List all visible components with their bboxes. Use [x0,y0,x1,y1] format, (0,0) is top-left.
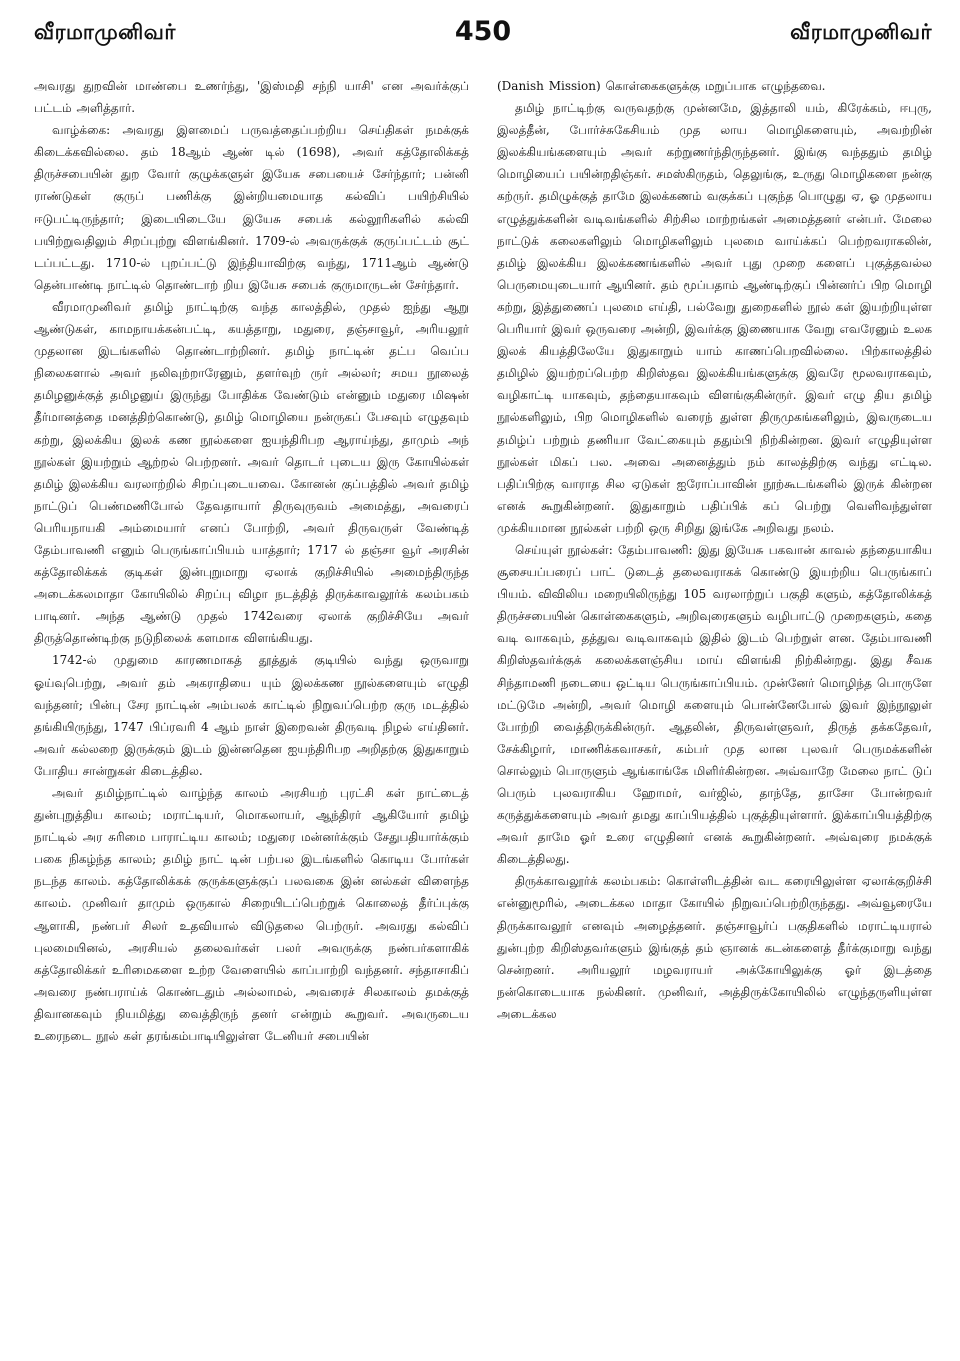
paragraph: 1742-ல் முதுமை காரணமாகத் தூத்துக் குடியில் வந்து ஒருவாறு ஓய்வுபெற்று, அவர் தம் அகராதியை யும் இலக்கண நூல்களையும் எழுதி வந்தனர்; பின்பு சேர நாட்டின் அம்பலக் காட்டில் நிறுவப்பெற்ற குரு மடத்தில் தங்கியிருந்து, 1747 பிப்ரவரி 4 ஆம் நாள் இறைவன் திருவடி நிழல் எய்தினர். அவர் கல்லறை இருக்கும் இடம் இன்னதென ஐயந்திரிபற அறிதற்கு இதுகாறும் போதிய சான்றுகள் கிடைத்தில. [34,653,469,778]
paragraph: வீரமாமுனிவர் தமிழ் நாட்டிற்கு வந்த காலத்தில், முதல் ஐந்து ஆறு ஆண்டுகள், காமநாயக்கன்பட்டி, கயத்தாறு, மதுரை, தஞ்சாவூர், அரியலூர் முதலான இடங்களில் தொண்டாற்றினர். தமிழ் நாட்டின் தட்ப வெப்ப நிலைகளால் அவர் நலிவுற்றாரேனும், தளர்வுற் ருர் அல்லர்; சமய நூலைத் தமிழனுக்குத் தமிழனுய் இருந்து போதிக்க வேண்டும் என்னும் மதுரை மிஷன் தீர்மானத்தை மனத்திற்கொண்டு, தமிழ் மொழியை நன்ருகப் பேசவும் எழுதவும் கற்று, இலக்கிய இலக் கண நூல்களை ஐயந்திரிபற ஆராய்ந்து, தாமும் அந் நூல்கள் இயற்றும் ஆற்றல் பெற்றனர். அவர் தொடர் புடைய இரு கோயில்கள் தமிழ் இலக்கிய வரலாற்றில் சிறப்புடையவை. கோனன் குப்பத்தில் அவர் தமிழ் நாட்டுப் பெண்மணிபோல் தேவதாயார் திருவுருவம் அமைத்து, அவரைப் பெரியநாயகி அம்மையார் எனப் போற்றி, அவர் திருவருள் வேண்டித் தேம்பாவணி எனும் பெருங்காப்பியம் யாத்தார்; 1717 ல் தஞ்சா வூர் அரசின் கத்தோலிக்கக் குடிகள் இன்புறுமாறு ஏலாக் குறிச்சியில் அமைந்திருந்த அடைக்கலமாதா கோயிலில் சிறப்பு விழா நடத்தித் திருக்காவலூர்க் கலம்பகம் பாடினர். அந்த ஆண்டு முதல் 1742வரை ஏலாக் குறிச்சியே அவர் திருத்தொண்டிற்கு நடுநிலைக் களமாக விளங்கியது. [34,299,469,646]
page-header [34,10,932,51]
paragraph: செய்யுள் நூல்கள்: தேம்பாவணி: இது இயேசு பகவான் காவல் தந்தையாகிய சூசையப்பரைப் பாட் டுடைத் தலைவராகக் கொண்டு இயற்றிய பெருங்காப் பியம். விவிலிய மறையிலிருந்து 105 வரலாற்றுப் பகுதி களும், கத்தோலிக்கத் திருச்சபையின் கொள்கைகளும், அறிவுரைகளும் வழிபாட்டு முறைகளும், கதை வடி வாகவும், தத்துவ வடிவாகவும் இதில் இடம் பெற்றுள் ளன. தேம்பாவணி கிறிஸ்தவர்க்குக் கலைக்களஞ்சிய மாய் விளங்கி நிற்கின்றது. இது சீவக சிந்தாமணி நடையை ஒட்டிய பெருங்காப்பியம். முன்னேர் மொழிந்த பொருளே மட்டுமே அன்றி, அவர் மொழி களையும் பொன்னேபோல் இவர் இந்நூலுள் போற்றி வைத்திருக்கின்ருர். ஆதலின், திருவள்ளுவர், திருத் தக்கதேவர், சேக்கிழார், மாணிக்கவாசகர், கம்பர் முத லான புலவர் பெருமக்களின் சொல்லும் பொருளும் ஆங்காங்கே மிளிர்கின்றன. அவ்வாறே மேலை நாட் டுப் பெரும் புலவராகிய ஹோமர், வர்ஜில், தாந்தே, தாசோ போன்றவர் கருத்துக்களையும் அவர் தமது காப்பியத்தில் புகுத்தியுள்ளார். இக்காப்பியத்திற்கு அவர் தாமே ஓர் உரை எழுதினர் எனக் கூறுகின்றனர். அவ்வுரை நமக்குக் கிடைத்திலது. [497,542,932,867]
paragraph: தமிழ் நாட்டிற்கு வருவதற்கு முன்னமே, இத்தாலி யம், கிரேக்கம், ஈபுரு, இலத்தீன், போர்ச்சுகேசியம் முத லாய மொழிகளையும், அவற்றின் இலக்கியங்களையும் அவர் கற்றுணர்ந்திருந்தனர். இங்கு வந்ததும் தமிழ் மொழியைப் பயின்றதிஞ்கர். சமஸ்கிருதம், தெலுங்கு, உருது மொழிகளை நன்கு கற்ருர். தமிழுக்குத் தாமே இலக்கணம் வகுக்கப் புகுந்த பொழுது ஏ, ஓ முதலாய எழுத்துக்களின் வடிவங்களில் சிற்சில மாற்றங்கள் அமைத்தனர் என்பர். மேலை நாட்டுக் கலைகளிலும் மொழிகளிலும் புலமை வாய்க்கப் பெற்றவராகலின், தமிழ் இலக்கிய இலக்கணங்களில் அவர் புது முறை களைப் புகுத்தவல்ல பெருமையுடையார் ஆயினர். தம் மூப்பதாம் ஆண்டிற்குப் பின்னர்ப் பிற மொழி கற்று, இத்துணைப் புலமை எய்தி, பல்வேறு துறைகளில் நூல் கள் இயற்றியுள்ள பெரியார் இவர் ஒருவரை அன்றி, இவர்க்கு இணையாக வேறு எவரேனும் உலக இலக் கியத்திலேயே இதுகாறும் யாம் காணப்பெறவில்லை. பிற்காலத்தில் தமிழில் இயற்றப்பெற்ற கிறிஸ்தவ இலக்கியங்களுக்கு இவரே மூலவராகவும், வழிகாட்டி யாகவும், தந்தையாகவும் விளங்குகின்ருர். இவர் எழு திய தமிழ் நூல்களிலும், பிற மொழிகளில் வரைந் துள்ள திருமுகங்களிலும், இவருடைய தமிழ்ப் பற்றும் தணியா வேட்கையும் ததும்பி நிற்கின்றன. இவர் எழுதியுள்ள நூல்கள் மிகப் பல. அவை அனைத்தும் நம் காலத்திற்கு வந்து எட்டில. பதிப்பிற்கு வாராத சில ஏடுகள் ஐரோப்பாவின் நூற்கூடங்களில் இருக் கின்றன எனக் கூறுகின்றனர். இதுகாறும் பதிப்பிக் கப் பெற்று வெளிவந்துள்ள முக்கியமான நூல்கள் பற்றி ஒரு சிறிது இங்கே அறிவது நலம். [497,101,932,535]
running-head-right: வீரமாமுனிவர் [790,20,932,44]
paragraph: வாழ்க்கை: அவரது இளமைப் பருவத்தைப்பற்றிய செய்திகள் நமக்குக் கிடைக்கவில்லை. தம் 18ஆம் ஆண் டில் (1698), அவர் கத்தோலிக்கத் திருச்சபையின் துற வோர் குழுக்களுள் இயேசு சபையைச் சேர்ந்தார்; பன்னி ராண்டுகள் குருப் பணிக்கு இன்றியமையாத கல்விப் பயிற்சியில் ஈடுபட்டிருந்தார்; இடையிடையே இயேசு சபைக் கல்லூரிகளில் கல்வி பயிற்றுவதிலும் சிறப்புற்று விளங்கினர். 1709-ல் அவருக்குக் குருப்பட்டம் சூட் டப்பட்டது. 1710-ல் புறப்பட்டு இந்தியாவிற்கு வந்து, 1711ஆம் ஆண்டு தென்பாண்டி நாட்டில் தொண்டாற் றிய இயேசு சபைக் குருமாருடன் சேர்ந்தார். [34,123,469,292]
paragraph: அவர் தமிழ்நாட்டில் வாழ்ந்த காலம் அரசியற் புரட்சி கள் நாட்டைத் துன்புறுத்திய காலம்; மராட்டியர், மொகலாயர், ஆந்திரர் ஆகியோர் தமிழ் நாட்டில் அர சுரிமை பாராட்டிய காலம்; மதுரை மன்னர்க்கும் சேதுபதியார்க்கும் பகை நிகழ்ந்த காலம்; தமிழ் நாட் டின் பற்பல இடங்களில் கொடிய போர்கள் நடந்த காலம். கத்தோலிக்கக் குருக்களுக்குப் பலவகை இன் னல்கள் விளைந்த காலம். முனிவர் தாமும் ஒருகால் சிறையிடப்பெற்றுக் கொலைத் தீர்ப்புக்கு ஆளாகி, நண்பர் சிலர் உதவியால் விடுதலை பெற்ருர். அவரது கல்விப் புலமையினல், அரசியல் தலைவர்கள் பலர் அவருக்கு நண்பர்களாகிக் கத்தோலிக்கர் உரிமைகளை உற்ற வேளையில் காப்பாற்றி வந்தனர். சந்தாசாகிப் அவரை நண்பராய்க் கொண்டதும் அல்லாமல், அவரைச் சிலகாலம் தமக்குத் திவானகவும் நியமித்து வைத்திருந் தனர் என்றும் கூறுவர். அவருடைய உரைநடை நூல் கள் தரங்கம்பாடியிலுள்ள டேனியர் சபையின் [34,786,469,1044]
text-columns [34,75,932,1047]
right-column [497,75,932,1047]
paragraph: (Danish Mission) கொள்கைகளுக்கு மறுப்பாக எழுந்தவை. [497,79,826,93]
running-head-left: வீரமாமுனிவர் [34,20,176,44]
left-column [34,75,469,1047]
paragraph: திருக்காவலூர்க் கலம்பகம்: கொள்ளிடத்தின் வட கரையிலுள்ள ஏலாக்குறிச்சி என்னுமூரில், அடைக்கல மாதா கோயில் நிறுவப்பெற்றிருந்தது. அவ்வூரையே திருக்காவலூர் எனவும் அழைத்தனர். தஞ்சாவூர்ப் பகுதிகளில் மராட்டியரால் துன்புற்ற கிறிஸ்தவர்களும் இங்குத் தம் ஞானக் கடன்களைத் தீர்க்குமாறு வந்து சென்றனர். அரியலூர் மழவராயர் அக்கோயிலுக்கு ஓர் இடத்தை நன்கொடையாக நல்கினர். முனிவர், அத்திருக்கோயிலில் எழுந்தருளியுள்ள அடைக்கல [497,874,932,1021]
page-number: 450 [454,16,512,47]
paragraph: அவரது துறவின் மாண்பை உணர்ந்து, 'இஸ்மதி சந்நி யாசி' என அவர்க்குப் பட்டம் அளித்தார். [34,79,469,116]
